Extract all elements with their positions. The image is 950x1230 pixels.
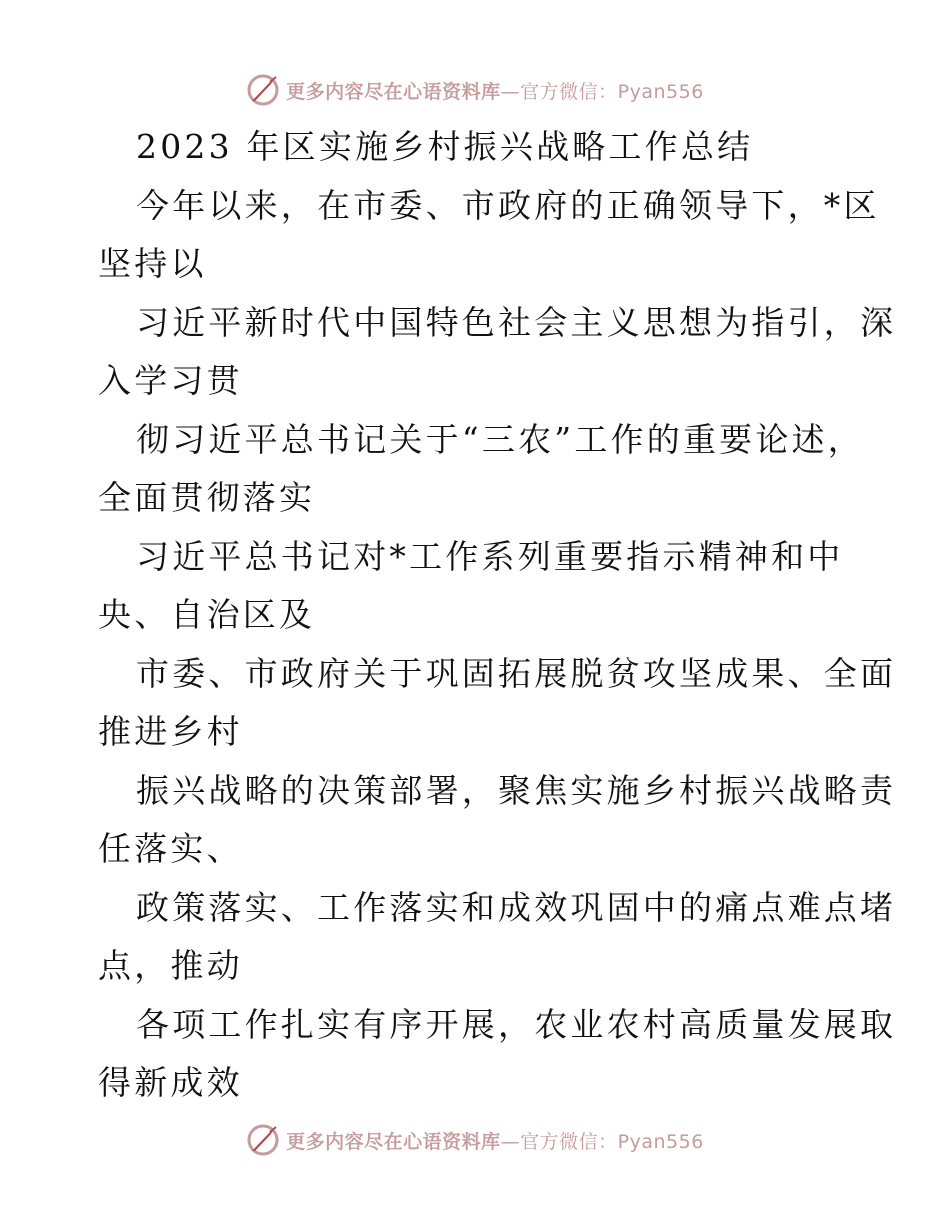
text-line: 今年以来，在市委、市政府的正确领导下，*区	[136, 185, 880, 225]
text-line: 点，推动	[98, 946, 243, 985]
text-line: 彻习近平总书记关于“三农”工作的重要论述，	[136, 419, 864, 459]
quill-logo-icon	[246, 1123, 280, 1157]
text-line: 政策落实、工作落实和成效巩固中的痛点难点堵	[136, 887, 897, 927]
text-line: 全面贯彻落实	[98, 478, 316, 517]
text-line: 振兴战略的决策部署，聚焦实施乡村振兴战略责	[136, 770, 897, 810]
quill-logo-icon	[246, 73, 280, 107]
watermark-text: 更多内容尽在心语资料库—官方微信：Pyan556	[286, 80, 704, 103]
text-line: 入学习贯	[98, 361, 243, 400]
text-line: 推进乡村	[98, 712, 243, 751]
text-line: 各项工作扎实有序开展，农业农村高质量发展取	[136, 1004, 897, 1044]
text-line: 习近平总书记对*工作系列重要指示精神和中	[136, 536, 844, 576]
text-line: 2023 年区实施乡村振兴战略工作总结	[136, 127, 754, 166]
document-body	[98, 118, 897, 1113]
text-line: 坚持以	[98, 244, 207, 283]
watermark-text: 更多内容尽在心语资料库—官方微信：Pyan556	[286, 1130, 704, 1153]
watermark-banner-bottom	[0, 1120, 950, 1160]
text-line: 央、自治区及	[98, 595, 316, 634]
text-line: 任落实、	[98, 829, 243, 868]
text-line: 习近平新时代中国特色社会主义思想为指引，深	[136, 302, 897, 342]
text-line: 市委、市政府关于巩固拓展脱贫攻坚成果、全面	[136, 653, 897, 693]
watermark-banner-top	[0, 70, 950, 110]
text-line: 得新成效	[98, 1063, 243, 1102]
